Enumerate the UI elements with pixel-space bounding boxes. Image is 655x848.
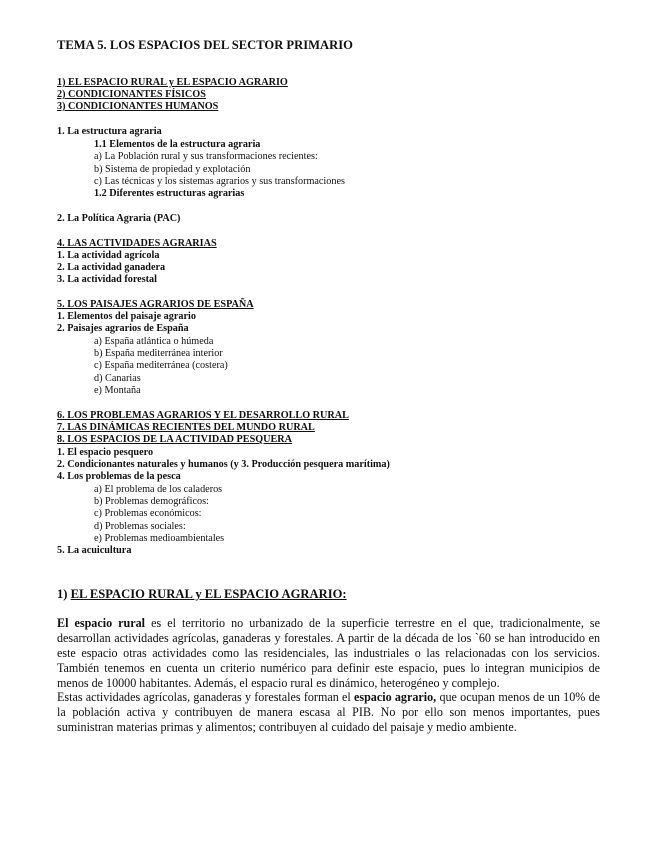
index-item-ganadera: 2. La actividad ganadera	[57, 262, 166, 273]
index-item-elementos-paisaje: 1. Elementos del paisaje agrario	[57, 311, 196, 322]
index-heading-7: 7. LAS DINÁMICAS RECIENTES DEL MUNDO RURAL	[57, 422, 315, 433]
index-subitem-mediterranea-interior: b) España mediterránea interior	[94, 348, 223, 359]
section-heading	[57, 587, 347, 602]
index-item-paisajes-espana: 2. Paisajes agrarios de España	[57, 323, 189, 334]
index-subitem-poblacion-rural: a) La Población rural y sus transformaciones recientes:	[94, 151, 318, 162]
paragraph-espacio-agrario-text: que ocupan menos de un 10% de la población activa y contribuyen de manera escasa al PIB. No por ello son menos importantes, pues suministran materias primas y alimentos; contribuyen al cuidado del paisaje y medio ambiente.	[57, 690, 601, 734]
index-subitem-atlantica: a) España atlántica o húmeda	[94, 336, 214, 347]
index-subitem-tecnicas: c) Las técnicas y los sistemas agrarios y sus transformaciones	[94, 176, 345, 187]
term-espacio-rural: El espacio rural	[57, 616, 146, 630]
page-title: TEMA 5. LOS ESPACIOS DEL SECTOR PRIMARIO	[57, 38, 353, 52]
index-item-condicionantes: 2. Condicionantes naturales y humanos (y 3. Producción pesquera marítima)	[57, 459, 390, 470]
index-item-pac: 2. La Política Agraria (PAC)	[57, 213, 181, 224]
index-item-estructura-agraria: 1. La estructura agraria	[57, 126, 162, 137]
index-subitem-caladeros: a) El problema de los caladeros	[94, 484, 223, 495]
section-heading-text: EL ESPACIO RURAL y EL ESPACIO AGRARIO:	[70, 587, 347, 601]
index-heading-4: 4. LAS ACTIVIDADES AGRARIAS	[57, 238, 217, 249]
index-subitem-mediterranea-costera: c) España mediterránea (costera)	[94, 360, 228, 371]
index-heading-5: 5. LOS PAISAJES AGRARIOS DE ESPAÑA	[57, 299, 254, 310]
index-subitem-economicos: c) Problemas económicos:	[94, 508, 202, 519]
index-subitem-estructuras: 1.2 Diferentes estructuras agrarias	[94, 188, 245, 199]
index-item-agricola: 1. La actividad agrícola	[57, 250, 160, 261]
index-heading-1: 1) EL ESPACIO RURAL y EL ESPACIO AGRARIO	[57, 77, 288, 88]
section-number: 1)	[57, 587, 71, 601]
paragraph-espacio-agrario	[57, 690, 600, 735]
index-subitem-medioambientales: e) Problemas medioambientales	[94, 533, 225, 544]
index-subitem-demograficos: b) Problemas demográficos:	[94, 496, 209, 507]
paragraph-espacio-rural	[57, 616, 600, 691]
paragraph-espacio-agrario-intro: Estas actividades agrícolas, ganaderas y forestales forman el	[57, 690, 354, 704]
index-subitem-propiedad: b) Sistema de propiedad y explotación	[94, 164, 251, 175]
index-subitem-sociales: d) Problemas sociales:	[94, 521, 186, 532]
paragraph-espacio-rural-text: es el territorio no urbanizado de la superficie terrestre en el que, tradicionalmente, se desarrollan actividades agrícolas, ganaderas y forestales. A partir de la década de los `60 se han introducido en este espacio otras actividades como las residenciales, las industriales o las relacionadas con los servicios. También tenemos en cuenta un criterio numérico para definir este espacio, pues lo integran municipios de menos de 10000 habitantes. Además, el espacio rural es dinámico, heterogéneo y complejo.	[57, 616, 601, 690]
index-subitem-montana: e) Montaña	[94, 385, 141, 396]
index-item-problemas-pesca: 4. Los problemas de la pesca	[57, 471, 181, 482]
index-item-acuicultura: 5. La acuicultura	[57, 545, 132, 556]
term-espacio-agrario: espacio agrario,	[354, 690, 437, 704]
index-heading-3: 3) CONDICIONANTES HUMANOS	[57, 101, 219, 112]
index-item-forestal: 3. La actividad forestal	[57, 274, 157, 285]
index-heading-8: 8. LOS ESPACIOS DE LA ACTIVIDAD PESQUERA	[57, 434, 293, 445]
index-item-espacio-pesquero: 1. El espacio pesquero	[57, 447, 154, 458]
index-subitem-canarias: d) Canarias	[94, 373, 141, 384]
index-heading-2: 2) CONDICIONANTES FÍSICOS	[57, 89, 206, 100]
index-heading-6: 6. LOS PROBLEMAS AGRARIOS Y EL DESARROLLO RURAL	[57, 410, 349, 421]
index-subitem-elementos: 1.1 Elementos de la estructura agraria	[94, 139, 261, 150]
